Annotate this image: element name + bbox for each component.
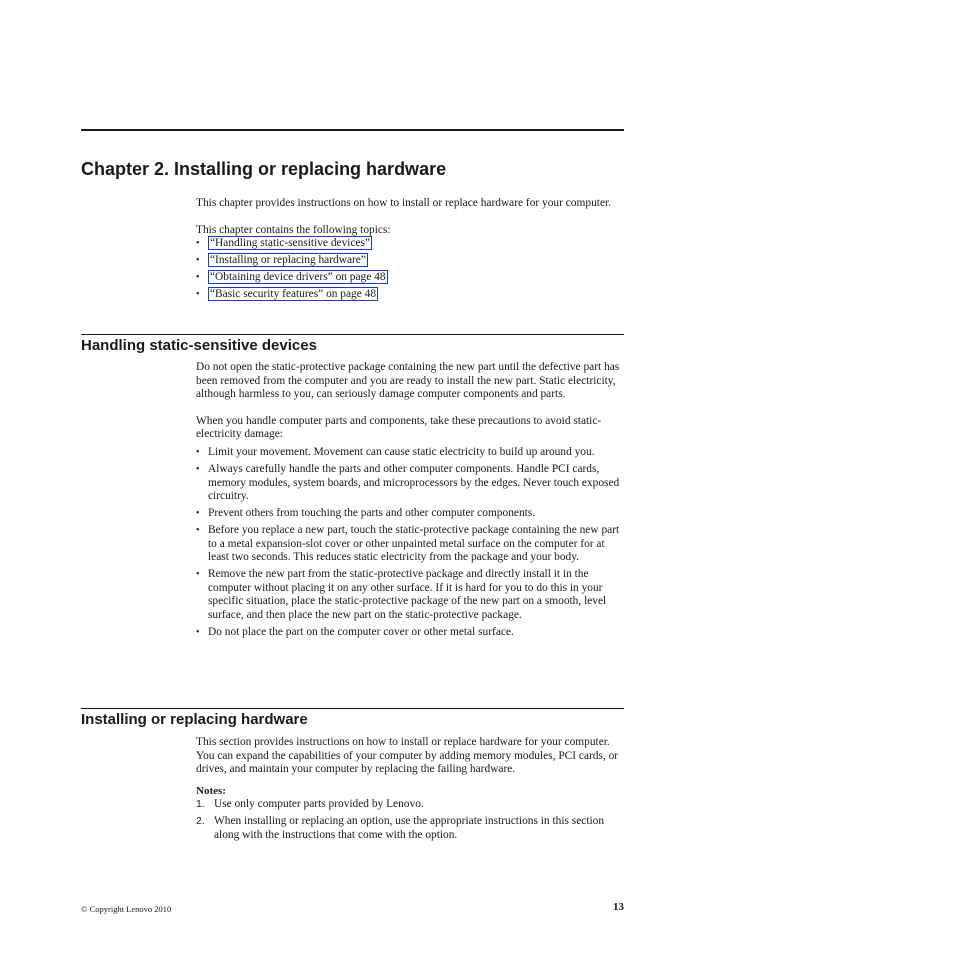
topic-item xyxy=(196,237,626,251)
precaution-item: • Remove the new part from the static-protective package and directly install it in the computer without placing it on any other surface. If it is hard for you to do this in your specific situation, place the static-protective package of the new part on a smooth, level surface, and then place the new part on the static-protective package. xyxy=(196,568,626,622)
topic-item xyxy=(196,271,626,285)
section-title-static: Handling static-sensitive devices xyxy=(81,337,317,354)
static-para-2: When you handle computer parts and components, take these precautions to avoid static-electricity damage: xyxy=(196,414,602,441)
chapter-intro: This chapter provides instructions on how to install or replace hardware for your computer. xyxy=(196,197,612,209)
topics-list xyxy=(196,237,626,302)
topic-link-security[interactable]: “Basic security features” on page 48 xyxy=(210,288,377,301)
precaution-item: • Always carefully handle the parts and other computer components. Handle PCI cards, memory modules, system boards, and microprocessors by the edges. Never touch exposed circuitry. xyxy=(196,463,626,504)
topic-item xyxy=(196,288,626,302)
notes-list xyxy=(196,798,626,842)
install-section-body xyxy=(196,736,626,846)
section-title-install: Installing or replacing hardware xyxy=(81,711,308,728)
topic-item xyxy=(196,254,626,268)
note-text: Use only computer parts provided by Lenovo. xyxy=(214,798,424,811)
topic-link-handling[interactable]: “Handling static-sensitive devices” xyxy=(210,237,371,250)
precaution-item: • Limit your movement. Movement can cause static electricity to build up around you. xyxy=(196,446,626,460)
static-para-1: Do not open the static-protective package containing the new part until the defective part has been removed from the computer and you are ready to install the new part. Static electricity, although harmless to you, can seriously damage computer components and parts. xyxy=(196,361,620,401)
note-text: When installing or replacing an option, use the appropriate instructions in this section along with the instructions that come with the option. xyxy=(214,815,605,841)
chapter-title: Chapter 2. Installing or replacing hardware xyxy=(81,159,447,179)
footer-copyright: © Copyright Lenovo 2010 xyxy=(81,904,172,914)
chapter-intro-block xyxy=(196,197,626,305)
footer-page-number: 13 xyxy=(613,901,624,913)
precaution-item: • Before you replace a new part, touch the static-protective package containing the new part to a metal expansion-slot cover or other unpainted metal surface on the computer for at least two seconds. This reduces static electricity from the package and your body. xyxy=(196,524,626,565)
install-para-1: This section provides instructions on how to install or replace hardware for your computer. You can expand the capabilities of your computer by adding memory modules, PCI cards, or drives, and maintain your computer by replacing the failing hardware. xyxy=(196,736,619,776)
note-number: 2. xyxy=(196,815,205,828)
note-number: 1. xyxy=(196,798,205,811)
note-item xyxy=(196,815,626,842)
precaution-item: • Do not place the part on the computer cover or other metal surface. xyxy=(196,626,626,640)
section-rule-install xyxy=(81,708,624,709)
chapter-top-rule xyxy=(81,129,624,131)
notes-label: Notes: xyxy=(196,784,226,797)
static-section-body xyxy=(196,361,626,643)
section-rule-static xyxy=(81,334,624,335)
topic-link-installing[interactable]: “Installing or replacing hardware” xyxy=(210,254,366,267)
precautions-list xyxy=(196,446,626,640)
precaution-item: • Prevent others from touching the parts and other computer components. xyxy=(196,507,626,521)
note-item xyxy=(196,798,626,812)
topic-link-drivers[interactable]: “Obtaining device drivers” on page 48 xyxy=(210,271,386,284)
topics-intro: This chapter contains the following topics: xyxy=(196,223,391,236)
